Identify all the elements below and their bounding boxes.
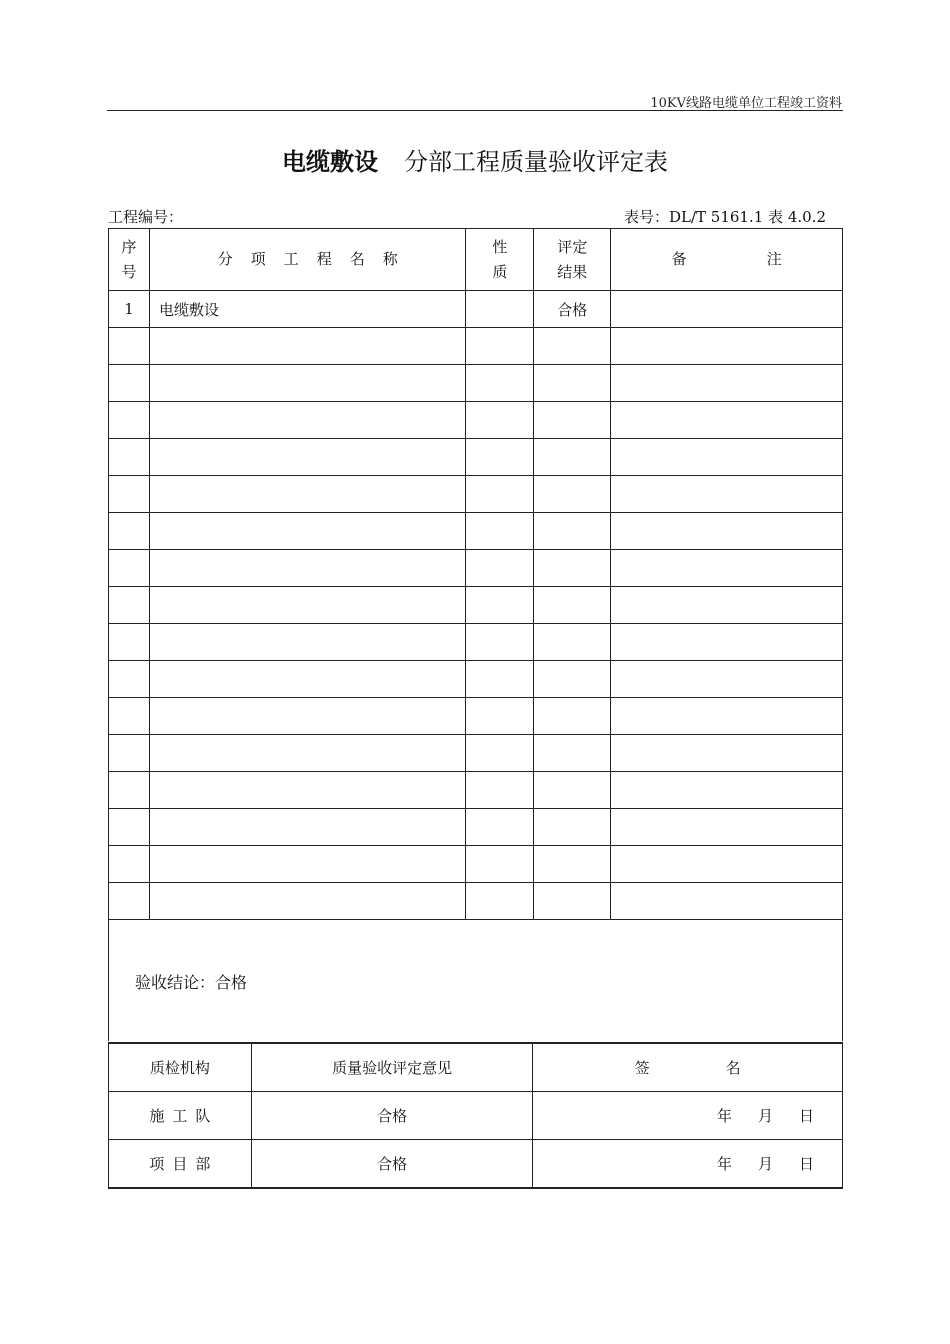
header-nature: 性 质 (466, 229, 534, 291)
cell-nature (466, 365, 534, 402)
cell-seq (109, 550, 150, 587)
cell-name (149, 661, 465, 698)
table-row (109, 365, 843, 402)
cell-name (149, 624, 465, 661)
form-title-subject: 电缆敷设 (282, 148, 378, 176)
cell-seq (109, 735, 150, 772)
cell-result (534, 772, 611, 809)
cell-name (149, 809, 465, 846)
cell-name (149, 513, 465, 550)
cell-result (534, 846, 611, 883)
signoff-opinion: 合格 (251, 1140, 533, 1189)
cell-remark (611, 846, 843, 883)
cell-seq (109, 772, 150, 809)
cell-name (149, 328, 465, 365)
cell-nature (466, 661, 534, 698)
cell-result (534, 476, 611, 513)
evaluation-table (108, 228, 843, 920)
cell-name (149, 772, 465, 809)
cell-remark (611, 587, 843, 624)
table-row (109, 439, 843, 476)
cell-seq (109, 402, 150, 439)
table-row (109, 698, 843, 735)
cell-nature (466, 624, 534, 661)
acceptance-conclusion (108, 920, 843, 1041)
cell-name: 电缆敷设 (149, 291, 465, 328)
cell-nature (466, 772, 534, 809)
table-header-row (109, 229, 843, 291)
cell-nature (466, 883, 534, 920)
cell-remark (611, 476, 843, 513)
cell-seq (109, 587, 150, 624)
cell-result (534, 661, 611, 698)
cell-result (534, 365, 611, 402)
cell-name (149, 883, 465, 920)
signoff-table (108, 1042, 843, 1189)
cell-nature (466, 291, 534, 328)
table-row (109, 291, 843, 328)
cell-remark (611, 735, 843, 772)
cell-nature (466, 809, 534, 846)
cell-nature (466, 328, 534, 365)
running-header: 10KV线路电缆单位工程竣工资料 (650, 96, 842, 111)
cell-seq (109, 476, 150, 513)
table-row (109, 772, 843, 809)
table-row (109, 513, 843, 550)
table-row (109, 624, 843, 661)
table-row (109, 809, 843, 846)
cell-nature (466, 513, 534, 550)
cell-remark (611, 624, 843, 661)
cell-nature (466, 587, 534, 624)
cell-name (149, 698, 465, 735)
cell-result (534, 809, 611, 846)
project-number-label: 工程编号： (108, 208, 184, 226)
cell-remark (611, 698, 843, 735)
cell-seq (109, 439, 150, 476)
form-title-rest: 分部工程质量验收评定表 (404, 148, 668, 176)
header-seq: 序 号 (109, 229, 150, 291)
cell-nature (466, 698, 534, 735)
cell-name (149, 365, 465, 402)
table-row (109, 661, 843, 698)
header-rule (107, 110, 843, 111)
header-result: 评定 结果 (534, 229, 611, 291)
cell-result (534, 883, 611, 920)
cell-result (534, 587, 611, 624)
table-row (109, 550, 843, 587)
cell-result (534, 624, 611, 661)
cell-seq (109, 661, 150, 698)
cell-remark (611, 883, 843, 920)
cell-seq: 1 (109, 291, 150, 328)
cell-seq (109, 624, 150, 661)
cell-remark (611, 550, 843, 587)
form-title (0, 142, 950, 177)
form-number: 表号：DL/T 5161.1 表 4.0.2 (623, 208, 826, 226)
signoff-sign-header: 签 名 (533, 1043, 843, 1092)
cell-seq (109, 698, 150, 735)
cell-result (534, 328, 611, 365)
signoff-row (109, 1092, 843, 1140)
signoff-org-header: 质检机构 (109, 1043, 252, 1092)
table-row (109, 402, 843, 439)
signoff-opinion: 合格 (251, 1092, 533, 1140)
cell-name (149, 846, 465, 883)
cell-result (534, 439, 611, 476)
cell-result (534, 550, 611, 587)
table-row (109, 328, 843, 365)
cell-nature (466, 439, 534, 476)
cell-remark (611, 365, 843, 402)
cell-name (149, 735, 465, 772)
cell-remark (611, 402, 843, 439)
cell-nature (466, 735, 534, 772)
cell-result (534, 513, 611, 550)
cell-name (149, 587, 465, 624)
cell-remark (611, 439, 843, 476)
signoff-row (109, 1140, 843, 1189)
conclusion-text: 验收结论：合格 (135, 973, 248, 992)
table-row (109, 476, 843, 513)
cell-remark (611, 513, 843, 550)
table-row (109, 846, 843, 883)
cell-seq (109, 809, 150, 846)
header-item-name: 分 项 工 程 名 称 (149, 229, 465, 291)
cell-seq (109, 513, 150, 550)
cell-result: 合格 (534, 291, 611, 328)
signoff-header-row (109, 1043, 843, 1092)
cell-nature (466, 550, 534, 587)
cell-name (149, 439, 465, 476)
signoff-org: 项 目 部 (109, 1140, 252, 1189)
table-row (109, 883, 843, 920)
cell-result (534, 698, 611, 735)
cell-remark (611, 328, 843, 365)
header-remark: 备 注 (611, 229, 843, 291)
cell-result (534, 735, 611, 772)
cell-name (149, 402, 465, 439)
cell-seq (109, 846, 150, 883)
cell-seq (109, 883, 150, 920)
table-row (109, 587, 843, 624)
cell-name (149, 550, 465, 587)
table-row (109, 735, 843, 772)
signoff-date: 年 月 日 (533, 1092, 843, 1140)
cell-remark (611, 661, 843, 698)
cell-remark (611, 291, 843, 328)
cell-seq (109, 365, 150, 402)
cell-remark (611, 809, 843, 846)
cell-nature (466, 476, 534, 513)
signoff-org: 施 工 队 (109, 1092, 252, 1140)
cell-remark (611, 772, 843, 809)
cell-nature (466, 846, 534, 883)
cell-seq (109, 328, 150, 365)
cell-name (149, 476, 465, 513)
signoff-opinion-header: 质量验收评定意见 (251, 1043, 533, 1092)
cell-nature (466, 402, 534, 439)
cell-result (534, 402, 611, 439)
signoff-date: 年 月 日 (533, 1140, 843, 1189)
